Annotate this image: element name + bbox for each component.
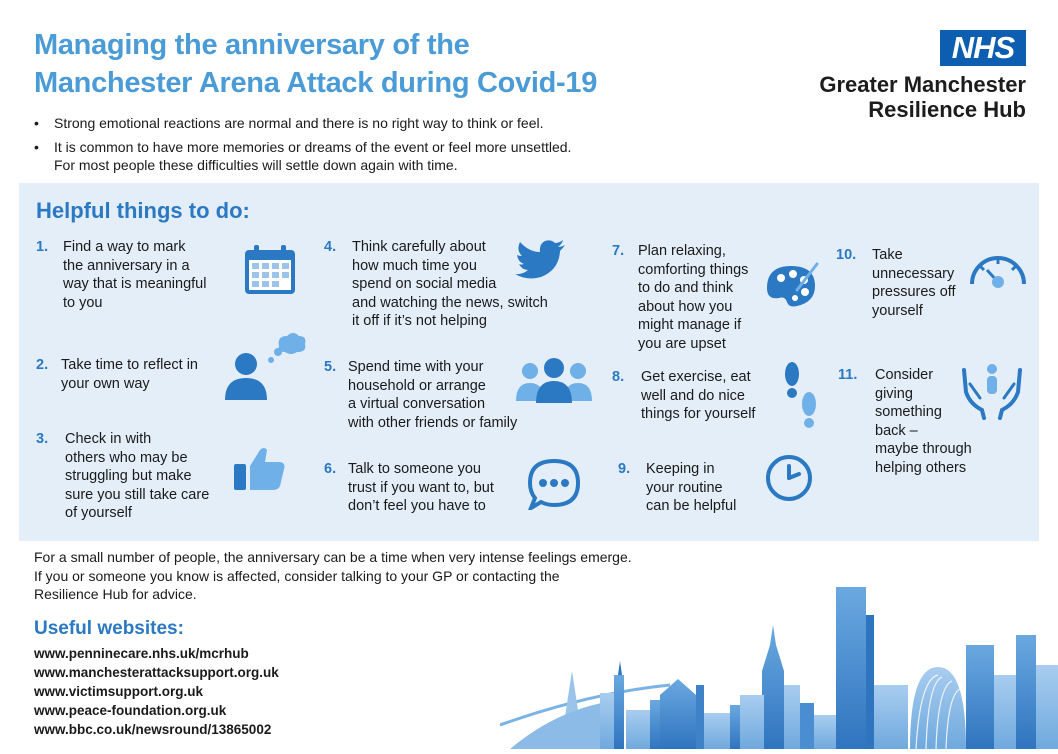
- footprints-icon: [781, 360, 821, 432]
- twitter-bird-icon: [515, 240, 567, 280]
- intro-bullet-1: • Strong emotional reactions are normal and there is no right way to think or feel.: [32, 114, 712, 132]
- org-line-2: Resilience Hub: [868, 97, 1026, 122]
- caring-hands-icon: [960, 362, 1024, 420]
- gauge-icon: [967, 250, 1029, 290]
- helpful-item-4: 4. Think carefully about how much time you spend on social media and watching the news, switch it off if it’s not helping: [324, 239, 548, 329]
- nhs-logo: NHS: [940, 30, 1026, 66]
- website-link[interactable]: www.manchesterattacksupport.org.uk: [34, 665, 279, 680]
- useful-websites-title: Useful websites:: [34, 618, 184, 639]
- website-link[interactable]: www.peace-foundation.org.uk: [34, 703, 227, 718]
- helpful-item-10: 10. Take unnecessary pressures off yourself: [836, 247, 956, 319]
- thinking-person-icon: [221, 332, 307, 402]
- closing-paragraph: For a small number of people, the anniversary can be a time when very intense feelings emerge. If you or someone you know is affected, consider talking to your GP or contacting the Resilience Hub for advice.: [34, 549, 632, 602]
- useful-websites-list: [34, 644, 279, 739]
- helpful-item-6: 6. Talk to someone you trust if you want to, but don’t feel you have to: [324, 461, 494, 514]
- helpful-item-8: 8. Get exercise, eat well and do nice things for yourself: [612, 369, 756, 422]
- intro-bullet-2: • It is common to have more memories or dreams of the event or feel more unsettled. For most people these difficulties will settle down again with time.: [32, 138, 712, 174]
- org-line-1: Greater Manchester: [819, 72, 1026, 97]
- manchester-skyline-illustration: [500, 575, 1058, 749]
- group-people-icon: [516, 357, 592, 403]
- helpful-item-1: 1. Find a way to mark the anniversary in a way that is meaningful to you: [36, 239, 207, 311]
- website-link[interactable]: www.victimsupport.org.uk: [34, 684, 204, 699]
- helpful-item-7: 7. Plan relaxing, comforting things to do and think about how you might manage if you are upset: [612, 243, 749, 352]
- speech-bubble-icon: [527, 458, 581, 510]
- title-line-2: Manchester Arena Attack during Covid-19: [34, 67, 598, 99]
- helpful-item-2: 2. Take time to reflect in your own way: [36, 357, 198, 392]
- thumbs-up-icon: [234, 446, 286, 492]
- clock-icon: [764, 453, 814, 503]
- helpful-item-11: 11. Consider giving something back – maybe through helping others: [838, 367, 972, 476]
- helpful-things-title: Helpful things to do:: [36, 198, 250, 223]
- title-line-1: Managing the anniversary of the: [34, 29, 470, 61]
- intro-bullets: [32, 114, 712, 180]
- calendar-icon: [243, 244, 297, 296]
- website-link[interactable]: www.bbc.co.uk/newsround/13865002: [34, 722, 272, 737]
- organisation-name: [819, 72, 1026, 122]
- helpful-item-5: 5. Spend time with your household or arrange a virtual conversation with other friends or family: [324, 359, 518, 431]
- paint-palette-icon: [763, 260, 819, 312]
- page-title: [34, 26, 754, 102]
- helpful-item-9: 9. Keeping in your routine can be helpful: [618, 461, 737, 514]
- website-link[interactable]: www.penninecare.nhs.uk/mcrhub: [34, 646, 249, 661]
- helpful-item-3: 3. Check in with others who may be struggling but make sure you still take care of yourself: [36, 431, 210, 521]
